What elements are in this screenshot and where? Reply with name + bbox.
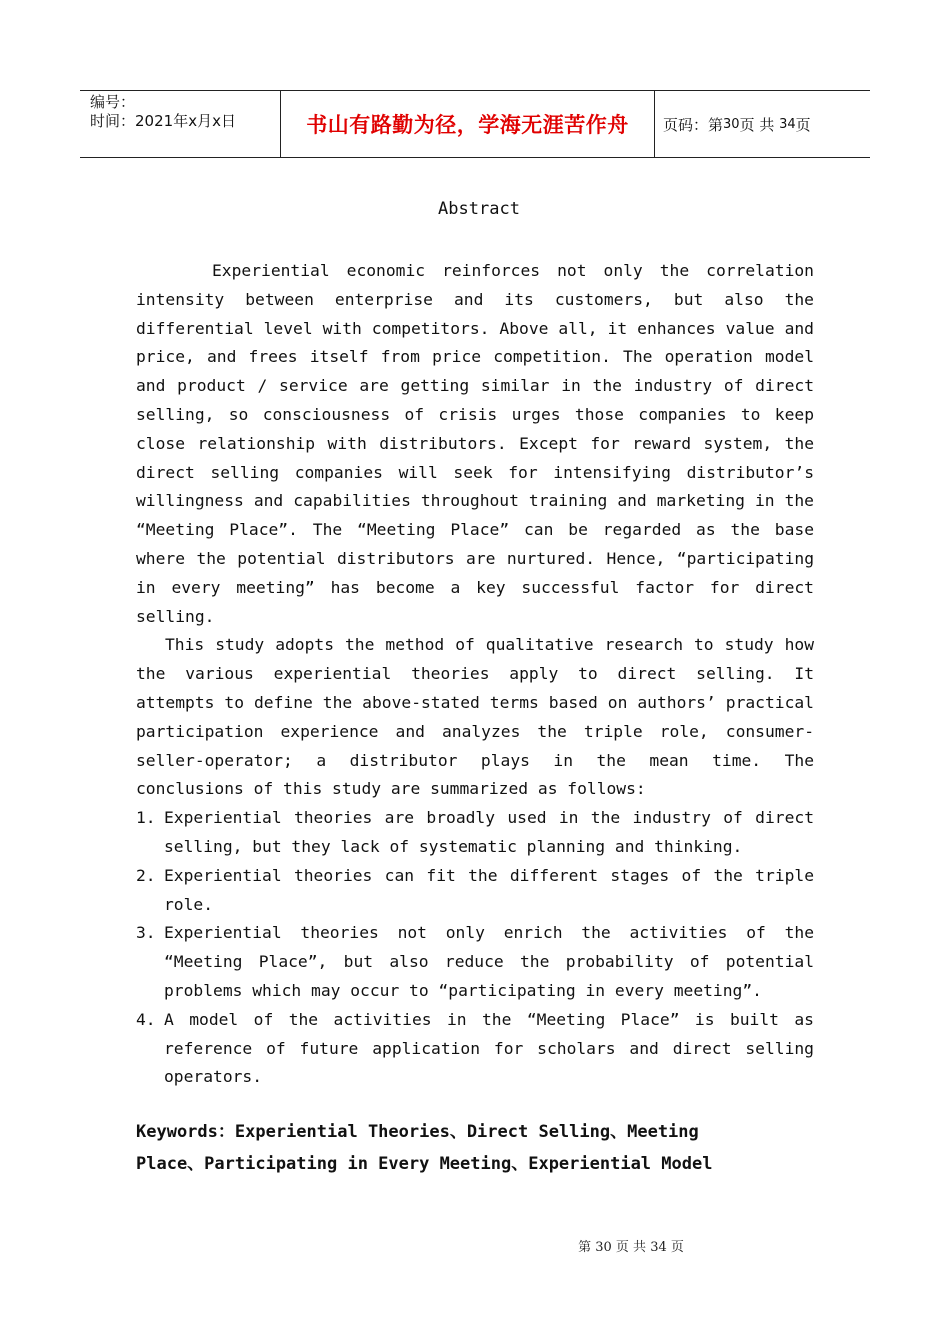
list-item-text: Experiential theories can fit the different stages of the triple role. xyxy=(164,865,814,914)
list-item xyxy=(136,804,814,862)
abstract-paragraph-2: This study adopts the method of qualitative research to study how the various experiential theories apply to direct selling. It attempts to define the above-stated terms based on authors’ practical participation experience and analyzes the triple role, consumer-seller-operator; a distributor plays in the mean time. The conclusions of this study are summarized as follows: xyxy=(136,635,814,799)
keywords-label: Keywords： xyxy=(136,1122,235,1142)
list-item-number: 4. xyxy=(136,1009,156,1029)
footer-total: 34 xyxy=(650,1240,667,1255)
page-total: 34 xyxy=(779,116,796,132)
list-item-text: Experiential theories are broadly used in the industry of direct selling, but they lack of systematic planning and thinking. xyxy=(164,808,814,856)
header-page-number xyxy=(655,91,870,157)
footer-current: 30 xyxy=(595,1240,612,1255)
list-item-number: 2. xyxy=(136,865,156,885)
page-current: 30 xyxy=(723,116,740,132)
page-footer xyxy=(0,1236,950,1255)
list-item-text: Experiential theories not only enrich the activities of the “Meeting Place”, but also reduce the probability of potential problems which may occur to “participating in every meeting”. xyxy=(164,923,814,1000)
keywords-list: Experiential Theories、Direct Selling、Meeting Place、Participating in Every Meeting、Experiential Model xyxy=(136,1122,713,1174)
page-header xyxy=(80,90,870,158)
serial-number-label: 编号： xyxy=(90,93,136,111)
abstract-paragraph-1: Experiential economic reinforces not only the correlation intensity between enterprise and its customers, but also the differential level with competitors. Above all, it enhances value and price, and frees itself from price competition. The operation model and product / service are getting similar in the industry of direct selling, so consciousness of crisis urges those companies to keep close relationship with distributors. Except for reward system, the direct selling companies will seek for intensifying distributor’s willingness and capabilities throughout training and marketing in the “Meeting Place”. The “Meeting Place” can be regarded as the base where the potential distributors are nurtured. Hence, “participating in every meeting” has become a key successful factor for direct selling. xyxy=(136,261,814,626)
list-item-number: 1. xyxy=(136,808,156,828)
time-rest: 年x月x日 xyxy=(173,112,236,130)
header-motto: 书山有路勤为径，学海无涯苦作舟 xyxy=(281,91,655,157)
footer-suffix: 页 xyxy=(670,1240,684,1255)
list-item xyxy=(136,862,814,920)
footer-mid: 页 共 xyxy=(615,1240,647,1255)
abstract-title: Abstract xyxy=(438,199,520,219)
header-meta xyxy=(80,91,281,157)
list-item-number: 3. xyxy=(136,923,156,943)
page-label: 页码：第 xyxy=(663,115,724,134)
date-line xyxy=(90,112,280,131)
time-label: 时间： xyxy=(90,112,136,130)
findings-list xyxy=(136,804,814,1092)
page-end: 页 xyxy=(795,115,811,134)
page-mid: 页 共 xyxy=(739,115,775,134)
list-item xyxy=(136,919,814,1005)
list-item-text: A model of the activities in the “Meeting Place” is built as reference of future application for scholars and direct selling operators. xyxy=(164,1009,814,1087)
list-item xyxy=(136,1006,814,1092)
time-year: 2021 xyxy=(135,112,174,130)
footer-prefix: 第 xyxy=(578,1240,592,1255)
abstract-body xyxy=(136,257,814,1092)
keywords xyxy=(136,1116,776,1180)
